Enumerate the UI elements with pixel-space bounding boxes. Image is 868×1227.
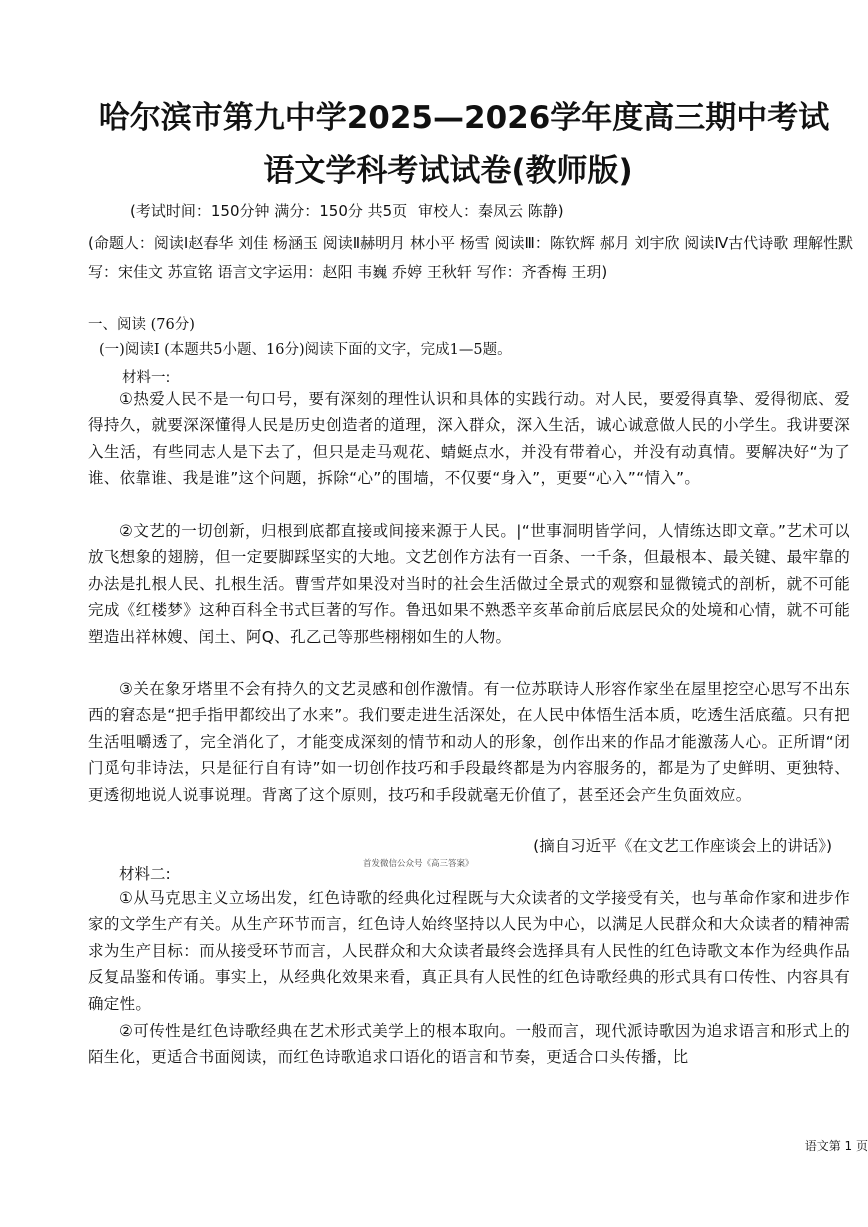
material2-label: 材料二:: [119, 865, 171, 883]
material1-paragraph-3: ③关在象牙塔里不会有持久的文艺灵感和创作激情。有一位苏联诗人形容作家坐在屋里挖空心思写不出东西的窘态是“把手指甲都绞出了水来”。我们要走进生活深处，在人民中体悟生活本质，吃透生活底蕴。只有把生活咀嚼透了，完全消化了，才能变成深刻的情节和动人的形象，创作出来的作品才能激荡人心。正所谓“闭门觅句非诗法，只是征行自有诗”如一切创作技巧和手段最终都是为内容服务的，都是为了史鲜明、更独特、更透彻地说人说事说理。背离了这个原则，技巧和手段就毫无价值了，甚至还会产生负面效应。: [88, 680, 850, 804]
subsection-heading: (一)阅读Ⅰ (本题共5小题、16分)阅读下面的文字，完成1—5题。: [99, 342, 512, 358]
material2-paragraph-1: ①从马克思主义立场出发，红色诗歌的经典化过程既与大众读者的文学接受有关，也与革命作家和进步作家的文学生产有关。从生产环节而言，红色诗人始终坚持以人民为中心，以满足人民群众和大众读者的精神需求为生产目标：而从接受环节而言，人民群众和大众读者最终会选择具有人民性的红色诗歌文本作为经典作品反复品鉴和传诵。事实上，从经典化效果来看，真正具有人民性的红色诗歌经典的形式具有口传性、内容具有确定性。: [88, 889, 850, 1013]
exam-info-line: [130, 200, 570, 221]
material1-label: 材料一:: [122, 370, 171, 386]
exam-title-line1: 哈尔滨市第九中学2025—2026学年度高三期中考试: [98, 100, 830, 136]
page-number-footer: 语文第 1 页: [804, 1139, 868, 1153]
authors-block: (命题人：阅读Ⅰ赵春华 刘佳 杨涵玉 阅读Ⅱ赫明月 林小平 杨雪 阅读Ⅲ：陈钦辉 郝月 刘宇欣 阅读Ⅳ古代诗歌 理解性默写：宋佳文 苏宣铭 语言文字运用：赵阳 韦巍 乔婷 王秋轩 写作：齐香梅 王玥): [88, 234, 853, 281]
section-heading: 一、阅读 (76分): [88, 317, 195, 333]
material2-paragraph-2: ②可传性是红色诗歌经典在艺术形式美学上的根本取向。一般而言，现代派诗歌因为追求语言和形式上的陌生化，更适合书面阅读，而红色诗歌追求口语化的语言和节奏，更适合口头传播，比: [88, 1022, 850, 1067]
material1-paragraph-2: ②文艺的一切创新，归根到底都直接或间接来源于人民。|“世事洞明皆学问，人情练达即文章。”艺术可以放飞想象的翅膀，但一定要脚踩坚实的大地。文艺创作方法有一百条、一千条，但最根本、最关键、最牢靠的办法是扎根人民、扎根生活。曹雪芹如果没对当时的社会生活做过全景式的观察和显微镜式的剖析，就不可能完成《红楼梦》这种百科全书式巨著的写作。鲁迅如果不熟悉辛亥革命前后底层民众的处境和心情，就不可能塑造出祥林嫂、闰土、阿Q、孔乙己等那些栩栩如生的人物。: [88, 522, 850, 646]
exam-time-info: (考试时间：150分钟 满分：150分 共5页: [130, 202, 408, 220]
citation: (摘自习近平《在文艺工作座谈会上的讲话》): [533, 837, 832, 855]
exam-title-line2: 语文学科考试试卷(教师版): [263, 153, 633, 189]
watermark-text: 首发微信公众号《高三答案》: [363, 859, 474, 869]
material1-paragraph-1: ①热爱人民不是一句口号，要有深刻的理性认识和具体的实践行动。对人民，要爱得真挚、爱得彻底、爱得持久，就要深深懂得人民是历史创造者的道理，深入群众，深入生活，诚心诚意做人民的小学生。我讲要深入生活，有些同志人是下去了，但只是走马观花、蜻蜓点水，并没有带着心，并没有动真情。要解决好“为了谁、依靠谁、我是谁”这个问题，拆除“心”的围墙，不仅要“身入”，更要“心入”“情入”。: [88, 390, 850, 488]
reviewers-info: 审校人：秦凤云 陈静): [417, 202, 564, 220]
